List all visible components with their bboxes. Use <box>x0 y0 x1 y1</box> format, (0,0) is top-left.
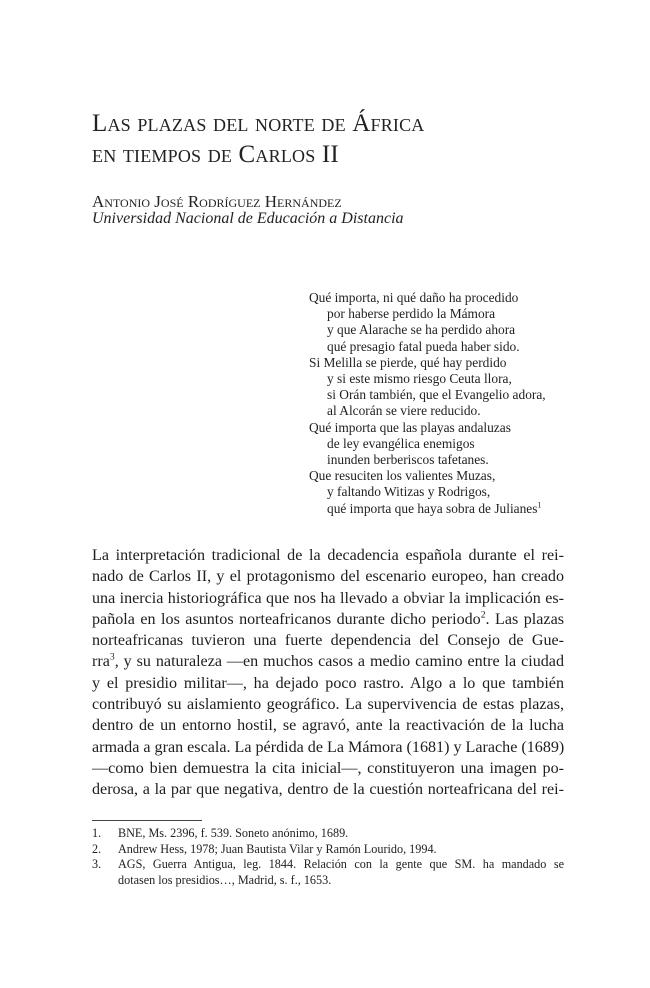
footnote-2 <box>92 842 564 858</box>
footnote-line: BNE, Ms. 2396, f. 539. Soneto anónimo, 1689. <box>118 826 349 840</box>
epigraph-line: qué presagio fatal pueda haber sido. <box>327 338 520 354</box>
epigraph-line: Si Melilla se pierde, qué hay perdido <box>309 354 507 370</box>
epigraph-line: y que Alarache se ha perdido ahora <box>327 322 516 338</box>
body-line: —como bien demuestra la cita inicial—, constituyeron una imagen po- <box>92 759 564 777</box>
footnotes <box>92 826 564 888</box>
footnote-3 <box>92 857 564 888</box>
footnote-line: Andrew Hess, 1978; Juan Bautista Vilar y Ramón Lourido, 1994. <box>118 841 437 856</box>
footnote-ref-1[interactable]: 1 <box>537 500 542 510</box>
footnote-separator <box>92 820 202 821</box>
footnote-number: 1. <box>92 826 102 840</box>
body-line: derosa, a la par que negativa, dentro de la cuestión norteafricana del rei- <box>92 781 564 799</box>
body-line: armada a gran escala. La pérdida de La Mámora (1681) y Larache (1689) <box>92 738 565 756</box>
footnote-line: dotasen los presidios…, Madrid, s. f., 1653. <box>118 872 332 887</box>
epigraph-line: Que resuciten los valientes Muzas, <box>309 468 496 484</box>
footnote-number: 3. <box>92 857 102 871</box>
epigraph-poem <box>309 290 564 517</box>
body-line-text: rra <box>92 653 110 671</box>
body-line: dentro de un entorno hostil, se agravó, ante la reactivación de la lucha <box>92 717 564 735</box>
footnote-line: AGS, Guerra Antigua, leg. 1844. Relación con la gente que SM. ha mandado se <box>118 857 564 871</box>
body-line-with-note <box>92 651 564 672</box>
footnote-ref-2[interactable]: 2 <box>480 609 486 621</box>
body-line-text: pañola en los asuntos norteafricanos durante dicho periodo <box>92 610 481 628</box>
footnote-1 <box>92 826 564 842</box>
epigraph-line: Qué importa, ni qué daño ha procedido <box>309 290 519 305</box>
chapter-title <box>92 108 562 170</box>
epigraph-line: inunden berberiscos tafetanes. <box>327 452 489 468</box>
body-line-text: , y su naturaleza —en muchos casos a medio camino entre la ciudad <box>114 653 564 671</box>
footnote-ref-3[interactable]: 3 <box>109 652 115 664</box>
body-line-with-note <box>92 609 564 630</box>
body-line-text: . Las plazas <box>485 610 564 628</box>
body-line: y el presidio militar—, ha dejado poco rastro. Algo a lo que también <box>92 674 564 692</box>
footnote-text <box>118 826 564 842</box>
epigraph-line: y faltando Witizas y Rodrigos, <box>327 484 491 500</box>
author-name: Antonio José Rodríguez Hernández <box>92 192 342 211</box>
epigraph-line: al Alcorán se viere reducido. <box>327 403 481 419</box>
footnote-number: 2. <box>92 841 102 856</box>
epigraph-line: y si este mismo riesgo Ceuta llora, <box>327 371 512 387</box>
author-affiliation: Universidad Nacional de Educación a Distancia <box>92 210 404 227</box>
footnote-text <box>118 842 564 858</box>
epigraph-line: por haberse perdido la Mámora <box>327 306 496 322</box>
epigraph-line: de ley evangélica enemigos <box>327 435 475 451</box>
body-line: La interpretación tradicional de la decadencia española durante el rei- <box>92 547 564 564</box>
body-paragraph <box>92 545 564 801</box>
body-line: norteafricanas tuvieron una fuerte dependencia del Consejo de Gue- <box>92 632 564 650</box>
chapter-title-line-1: Las plazas del norte de África <box>92 110 425 137</box>
epigraph-line-text: qué importa que haya sobra de Julianes <box>327 500 538 516</box>
epigraph-last-line <box>309 501 564 517</box>
body-line: nado de Carlos II, y el protagonismo del escenario europeo, han creado <box>92 568 564 586</box>
body-line: contribuyó su aislamiento geográfico. La supervivencia de estas plazas, <box>92 696 564 714</box>
chapter-title-line-2: en tiempos de Carlos II <box>92 141 339 168</box>
footnote-text <box>118 857 564 888</box>
epigraph-line: si Orán también, que el Evangelio adora, <box>327 387 546 403</box>
epigraph-line: Qué importa que las playas andaluzas <box>309 419 511 435</box>
body-line: una inercia historiográfica que nos ha llevado a obviar la implicación es- <box>92 589 564 607</box>
